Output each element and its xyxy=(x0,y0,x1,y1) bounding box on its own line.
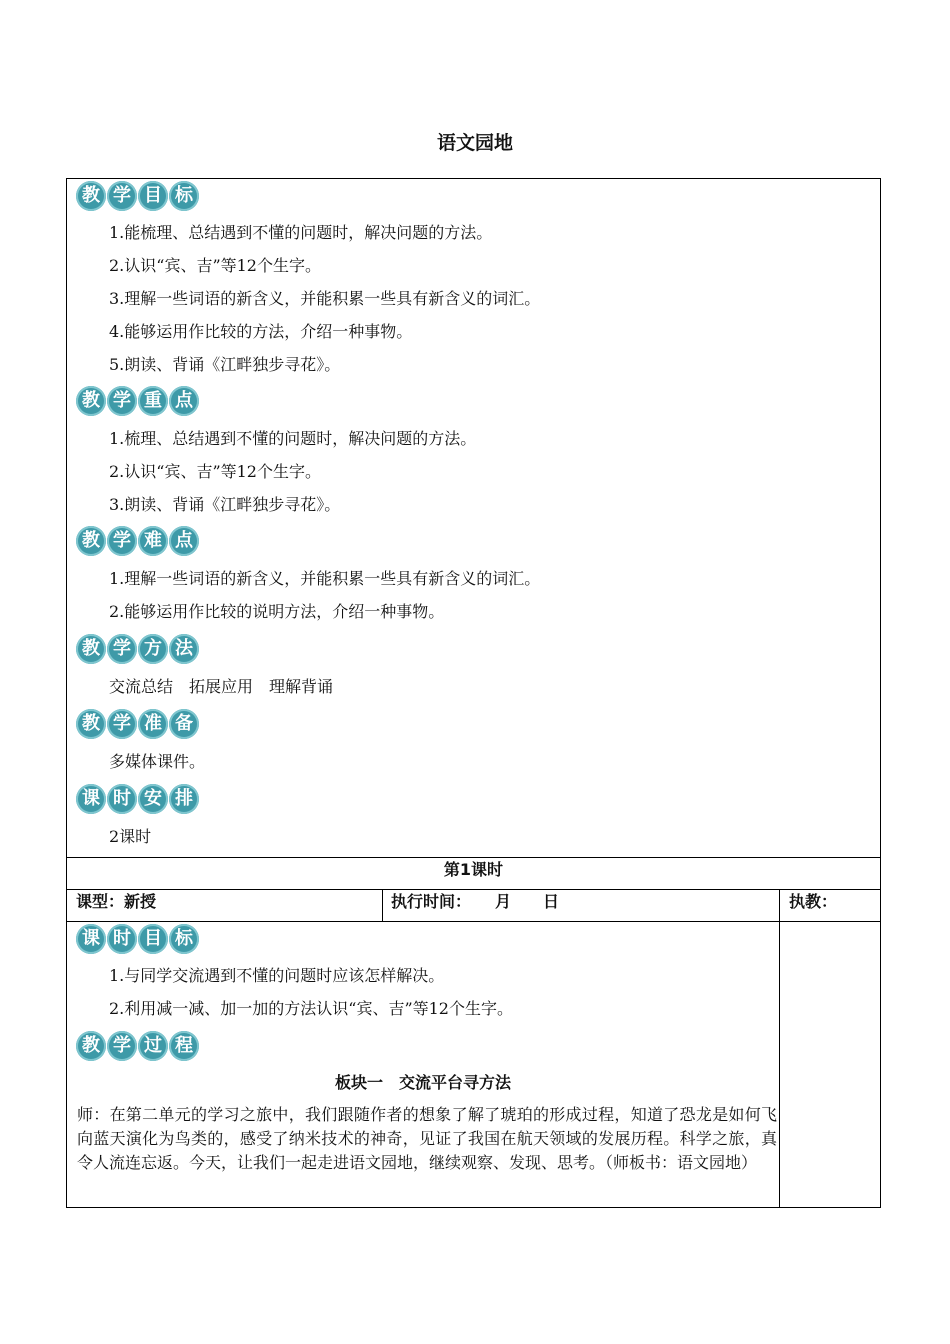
badge-difficulties xyxy=(76,526,199,556)
badge-char: 学 xyxy=(107,1031,137,1061)
badge-char: 学 xyxy=(107,526,137,556)
badge-char: 标 xyxy=(169,924,199,954)
badge-char: 课 xyxy=(76,784,106,814)
badge-char: 教 xyxy=(76,386,106,416)
badge-char: 方 xyxy=(138,634,168,664)
badge-char: 学 xyxy=(107,709,137,739)
badge-lesson-goals xyxy=(76,924,199,954)
lesson-goal-item: 1.与同学交流遇到不懂的问题时应该怎样解决。 xyxy=(109,966,445,985)
badge-preparation xyxy=(76,709,199,739)
badge-char: 教 xyxy=(76,181,106,211)
badge-teaching-process xyxy=(76,1031,199,1061)
badge-char: 课 xyxy=(76,924,106,954)
badge-char: 重 xyxy=(138,386,168,416)
badge-char: 教 xyxy=(76,634,106,664)
badge-schedule xyxy=(76,784,199,814)
badge-char: 难 xyxy=(138,526,168,556)
badge-char: 目 xyxy=(138,924,168,954)
teacher-paragraph: 师：在第二单元的学习之旅中，我们跟随作者的想象了解了琥珀的形成过程，知道了恐龙是如何飞向蓝天演化为鸟类的，感受了纳米技术的神奇，见证了我国在航天领域的发展历程。科学之旅，真令人流连忘返。今天，让我们一起走进语文园地，继续观察、发现、思考。（师板书：语文园地） xyxy=(77,1105,777,1172)
column-divider xyxy=(779,889,780,1208)
goal-item: 3.理解一些词语的新含义，并能积累一些具有新含义的词汇。 xyxy=(109,289,541,308)
row-divider xyxy=(67,857,880,858)
goal-item: 5.朗读、背诵《江畔独步寻花》。 xyxy=(109,355,341,374)
instructor-label: 执教： xyxy=(789,892,838,911)
methods-text: 交流总结 拓展应用 理解背诵 xyxy=(109,677,334,696)
block-title: 板块一 交流平台寻方法 xyxy=(334,1073,511,1092)
badge-char: 学 xyxy=(107,386,137,416)
badge-char: 程 xyxy=(169,1031,199,1061)
lesson-plan-table xyxy=(66,178,881,1208)
goal-item: 4.能够运用作比较的方法，介绍一种事物。 xyxy=(109,322,413,341)
badge-char: 过 xyxy=(138,1031,168,1061)
lesson-type: 课型：新授 xyxy=(76,892,157,911)
badge-char: 教 xyxy=(76,709,106,739)
row-divider xyxy=(67,889,880,890)
badge-char: 时 xyxy=(107,784,137,814)
badge-char: 目 xyxy=(138,181,168,211)
badge-char: 法 xyxy=(169,634,199,664)
lesson-header: 第1课时 xyxy=(443,860,504,879)
page-title: 语文园地 xyxy=(436,132,513,154)
row-divider xyxy=(67,921,880,922)
badge-char: 点 xyxy=(169,526,199,556)
keypoint-item: 1.梳理、总结遇到不懂的问题时，解决问题的方法。 xyxy=(109,429,477,448)
badge-char: 安 xyxy=(138,784,168,814)
badge-key-points xyxy=(76,386,199,416)
badge-char: 点 xyxy=(169,386,199,416)
preparation-text: 多媒体课件。 xyxy=(109,752,206,771)
badge-char: 备 xyxy=(169,709,199,739)
badge-teaching-goals xyxy=(76,181,199,211)
badge-char: 教 xyxy=(76,526,106,556)
badge-char: 时 xyxy=(107,924,137,954)
schedule-text: 2课时 xyxy=(109,827,152,846)
badge-char: 学 xyxy=(107,634,137,664)
difficulty-item: 2.能够运用作比较的说明方法，介绍一种事物。 xyxy=(109,602,445,621)
keypoint-item: 3.朗读、背诵《江畔独步寻花》。 xyxy=(109,495,341,514)
badge-methods xyxy=(76,634,199,664)
badge-char: 标 xyxy=(169,181,199,211)
lesson-goal-item: 2.利用减一减、加一加的方法认识“宾、吉”等12个生字。 xyxy=(109,999,513,1018)
badge-char: 排 xyxy=(169,784,199,814)
goal-item: 1.能梳理、总结遇到不懂的问题时，解决问题的方法。 xyxy=(109,223,493,242)
execution-time: 执行时间： 月 日 xyxy=(391,892,560,911)
badge-char: 教 xyxy=(76,1031,106,1061)
badge-char: 学 xyxy=(107,181,137,211)
keypoint-item: 2.认识“宾、吉”等12个生字。 xyxy=(109,462,321,481)
difficulty-item: 1.理解一些词语的新含义，并能积累一些具有新含义的词汇。 xyxy=(109,569,541,588)
badge-char: 准 xyxy=(138,709,168,739)
goal-item: 2.认识“宾、吉”等12个生字。 xyxy=(109,256,321,275)
column-divider xyxy=(382,889,383,921)
